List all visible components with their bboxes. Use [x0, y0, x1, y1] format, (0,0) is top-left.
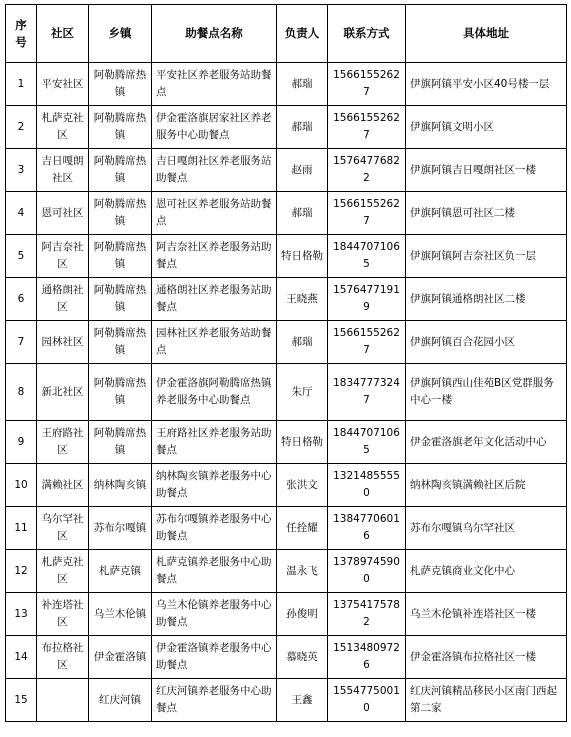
cell-community: 布拉格社区 [37, 636, 89, 679]
cell-community: 平安社区 [37, 63, 89, 106]
table-row [6, 63, 567, 106]
cell-no: 10 [6, 464, 37, 507]
cell-address: 伊旗阿镇通格朗社区二楼 [406, 278, 567, 321]
meal-points-table [5, 4, 567, 722]
table-row [6, 593, 567, 636]
cell-no: 13 [6, 593, 37, 636]
cell-community: 园林社区 [37, 321, 89, 364]
cell-person: 特日格勒 [277, 235, 328, 278]
cell-community: 札萨克社区 [37, 106, 89, 149]
cell-town: 纳林陶亥镇 [89, 464, 152, 507]
cell-town: 阿勒腾席热镇 [89, 235, 152, 278]
cell-community: 通格朗社区 [37, 278, 89, 321]
cell-address: 伊旗阿镇恩可社区二楼 [406, 192, 567, 235]
cell-person: 任拴耀 [277, 507, 328, 550]
cell-town: 伊金霍洛镇 [89, 636, 152, 679]
cell-town: 阿勒腾席热镇 [89, 278, 152, 321]
cell-person: 温永飞 [277, 550, 328, 593]
cell-community [37, 679, 89, 722]
table-row [6, 235, 567, 278]
cell-town: 乌兰木伦镇 [89, 593, 152, 636]
table-row [6, 321, 567, 364]
cell-address: 乌兰木伦镇补连塔社区一楼 [406, 593, 567, 636]
table-body [6, 63, 567, 722]
header-person: 负责人 [277, 5, 328, 63]
cell-no: 15 [6, 679, 37, 722]
table-row [6, 192, 567, 235]
cell-address: 札萨克镇商业文化中心 [406, 550, 567, 593]
cell-community: 满赖社区 [37, 464, 89, 507]
cell-town: 札萨克镇 [89, 550, 152, 593]
cell-phone: 15661552627 [328, 106, 406, 149]
cell-address: 红庆河镇精品移民小区南门西起第二家 [406, 679, 567, 722]
cell-phone: 18447071065 [328, 421, 406, 464]
cell-person: 郝瑞 [277, 321, 328, 364]
cell-phone: 13789745900 [328, 550, 406, 593]
cell-phone: 15764771919 [328, 278, 406, 321]
cell-address: 伊旗阿镇阿吉奈社区负一层 [406, 235, 567, 278]
cell-meal-point-name: 恩可社区养老服务站助餐点 [152, 192, 277, 235]
cell-community: 吉日嘎朗社区 [37, 149, 89, 192]
cell-address: 伊旗阿镇西山佳苑B区党群服务中心一楼 [406, 364, 567, 421]
cell-phone: 13847706016 [328, 507, 406, 550]
cell-meal-point-name: 苏布尔嘎镇养老服务中心助餐点 [152, 507, 277, 550]
table-row [6, 464, 567, 507]
cell-phone: 15764776822 [328, 149, 406, 192]
cell-person: 郝瑞 [277, 192, 328, 235]
cell-address: 苏布尔嘎镇乌尔罕社区 [406, 507, 567, 550]
cell-person: 王晓燕 [277, 278, 328, 321]
cell-person: 张洪文 [277, 464, 328, 507]
cell-person: 特日格勒 [277, 421, 328, 464]
cell-no: 5 [6, 235, 37, 278]
cell-address: 伊旗阿镇百合花园小区 [406, 321, 567, 364]
header-name: 助餐点名称 [152, 5, 277, 63]
cell-person: 慕晓英 [277, 636, 328, 679]
table-row [6, 278, 567, 321]
cell-meal-point-name: 阿吉奈社区养老服务站助餐点 [152, 235, 277, 278]
cell-no: 1 [6, 63, 37, 106]
cell-no: 3 [6, 149, 37, 192]
cell-meal-point-name: 伊金霍洛镇养老服务中心助餐点 [152, 636, 277, 679]
cell-town: 阿勒腾席热镇 [89, 421, 152, 464]
cell-community: 新北社区 [37, 364, 89, 421]
header-row [6, 5, 567, 63]
cell-town: 红庆河镇 [89, 679, 152, 722]
cell-meal-point-name: 通格朗社区养老服务站助餐点 [152, 278, 277, 321]
cell-town: 阿勒腾席热镇 [89, 192, 152, 235]
cell-no: 14 [6, 636, 37, 679]
cell-meal-point-name: 吉日嘎朗社区养老服务站助餐点 [152, 149, 277, 192]
header-address: 具体地址 [406, 5, 567, 63]
cell-phone: 13754175782 [328, 593, 406, 636]
cell-no: 8 [6, 364, 37, 421]
cell-meal-point-name: 平安社区养老服务站助餐点 [152, 63, 277, 106]
table-row [6, 679, 567, 722]
cell-meal-point-name: 园林社区养老服务站助餐点 [152, 321, 277, 364]
table-row [6, 550, 567, 593]
header-town: 乡镇 [89, 5, 152, 63]
cell-community: 补连塔社区 [37, 593, 89, 636]
cell-town: 阿勒腾席热镇 [89, 321, 152, 364]
cell-phone: 15134809726 [328, 636, 406, 679]
cell-meal-point-name: 红庆河镇养老服务中心助餐点 [152, 679, 277, 722]
cell-person: 郝瑞 [277, 106, 328, 149]
cell-phone: 18447071065 [328, 235, 406, 278]
cell-meal-point-name: 纳林陶亥镇养老服务中心助餐点 [152, 464, 277, 507]
cell-town: 苏布尔嘎镇 [89, 507, 152, 550]
cell-community: 恩可社区 [37, 192, 89, 235]
table-row [6, 421, 567, 464]
cell-no: 6 [6, 278, 37, 321]
cell-address: 伊旗阿镇文明小区 [406, 106, 567, 149]
cell-address: 纳林陶亥镇满赖社区后院 [406, 464, 567, 507]
cell-meal-point-name: 王府路社区养老服务站助餐点 [152, 421, 277, 464]
cell-person: 郝瑞 [277, 63, 328, 106]
cell-no: 4 [6, 192, 37, 235]
table-row [6, 149, 567, 192]
cell-person: 赵雨 [277, 149, 328, 192]
cell-person: 朱厅 [277, 364, 328, 421]
cell-meal-point-name: 伊金霍洛旗居家社区养老服务中心助餐点 [152, 106, 277, 149]
cell-town: 阿勒腾席热镇 [89, 106, 152, 149]
cell-no: 9 [6, 421, 37, 464]
header-phone: 联系方式 [328, 5, 406, 63]
cell-address: 伊金霍洛旗老年文化活动中心 [406, 421, 567, 464]
table-row [6, 106, 567, 149]
cell-phone: 15661552627 [328, 63, 406, 106]
cell-meal-point-name: 乌兰木伦镇养老服务中心助餐点 [152, 593, 277, 636]
cell-phone: 18347773247 [328, 364, 406, 421]
cell-town: 阿勒腾席热镇 [89, 63, 152, 106]
cell-phone: 15661552627 [328, 192, 406, 235]
table-row [6, 507, 567, 550]
cell-community: 王府路社区 [37, 421, 89, 464]
cell-town: 阿勒腾席热镇 [89, 364, 152, 421]
cell-person: 王鑫 [277, 679, 328, 722]
cell-meal-point-name: 伊金霍洛旗阿勒腾席热镇养老服务中心助餐点 [152, 364, 277, 421]
cell-no: 7 [6, 321, 37, 364]
header-community: 社区 [37, 5, 89, 63]
cell-phone: 15547750010 [328, 679, 406, 722]
cell-no: 11 [6, 507, 37, 550]
cell-address: 伊金霍洛镇布拉格社区一楼 [406, 636, 567, 679]
header-no: 序号 [6, 5, 37, 63]
cell-no: 12 [6, 550, 37, 593]
cell-phone: 15661552627 [328, 321, 406, 364]
cell-person: 孙俊明 [277, 593, 328, 636]
cell-community: 乌尔罕社区 [37, 507, 89, 550]
cell-community: 阿吉奈社区 [37, 235, 89, 278]
cell-phone: 13214855550 [328, 464, 406, 507]
table-row [6, 636, 567, 679]
cell-no: 2 [6, 106, 37, 149]
table-row [6, 364, 567, 421]
cell-address: 伊旗阿镇吉日嘎朗社区一楼 [406, 149, 567, 192]
cell-meal-point-name: 札萨克镇养老服务中心助餐点 [152, 550, 277, 593]
cell-community: 札萨克社区 [37, 550, 89, 593]
cell-town: 阿勒腾席热镇 [89, 149, 152, 192]
cell-address: 伊旗阿镇平安小区40号楼一层 [406, 63, 567, 106]
